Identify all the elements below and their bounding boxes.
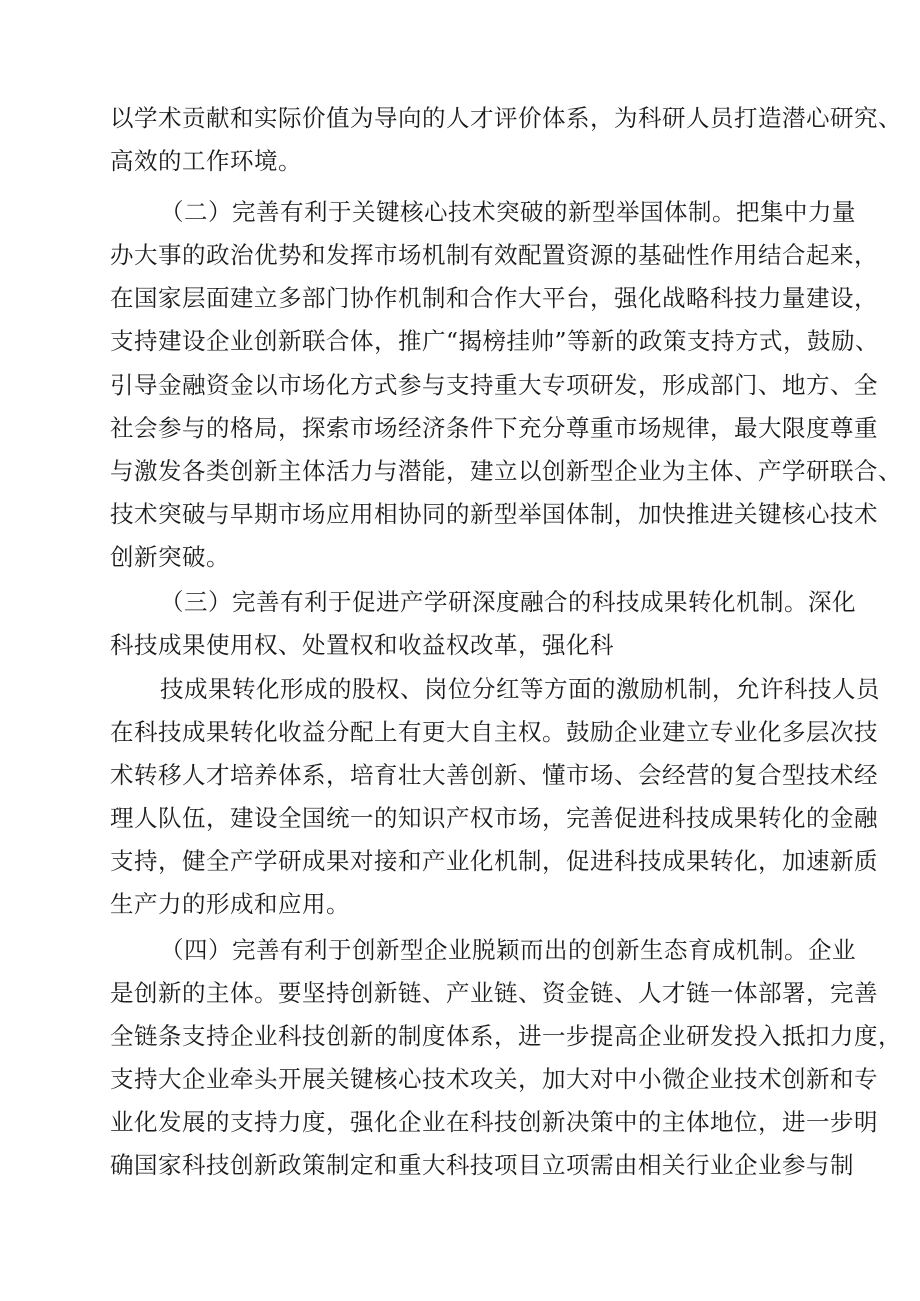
text-line: 术转移人才培养体系，培育壮大善创新、懂市场、会经营的复合型技术经 <box>110 761 878 789</box>
text-line: 科技成果使用权、处置权和收益权改革，强化科 <box>110 631 614 659</box>
text-line: 与激发各类创新主体活力与潜能，建立以创新型企业为主体、产学研联合、 <box>110 457 902 485</box>
text-line: 业化发展的支持力度，强化企业在科技创新决策中的主体地位，进一步明 <box>110 1108 878 1136</box>
text-line: 支持，健全产学研成果对接和产业化机制，促进科技成果转化，加速新质 <box>110 847 878 875</box>
text-line: 是创新的主体。要坚持创新链、产业链、资金链、人才链一体部署，完善 <box>110 979 878 1007</box>
text-line: 确国家科技创新政策制定和重大科技项目立项需由相关行业企业参与制 <box>110 1151 854 1179</box>
text-line: 高效的工作环境。 <box>110 147 302 175</box>
text-line: 生产力的形成和应用。 <box>110 890 350 918</box>
paragraph-heading-4: （四）完善有利于创新型企业脱颖而出的创新生态育成机制。企业 <box>160 936 856 964</box>
text-line: 社会参与的格局，探索市场经济条件下充分尊重市场规律，最大限度尊重 <box>110 414 878 442</box>
text-line: 以学术贡献和实际价值为导向的人才评价体系，为科研人员打造潜心研究、 <box>110 104 902 132</box>
text-line: 在国家层面建立多部门协作机制和合作大平台，强化战略科技力量建设， <box>110 284 878 312</box>
text-line: 在科技成果转化收益分配上有更大自主权。鼓励企业建立专业化多层次技 <box>110 718 878 746</box>
text-line: 全链条支持企业科技创新的制度体系，进一步提高企业研发投入抵扣力度， <box>110 1022 902 1050</box>
text-line: 办大事的政治优势和发挥市场机制有效配置资源的基础性作用结合起来， <box>110 241 878 269</box>
text-line: 支持建设企业创新联合体，推广“揭榜挂帅”等新的政策支持方式，鼓励、 <box>110 327 880 355</box>
text-line: 技成果转化形成的股权、岗位分红等方面的激励机制，允许科技人员 <box>160 675 880 703</box>
text-line: 创新突破。 <box>110 543 230 571</box>
text-line: 技术突破与早期市场应用相协同的新型举国体制，加快推进关键核心技术 <box>110 500 878 528</box>
paragraph-heading-3: （三）完善有利于促进产学研深度融合的科技成果转化机制。深化 <box>160 588 856 616</box>
paragraph-heading-2: （二）完善有利于关键核心技术突破的新型举国体制。把集中力量 <box>160 198 856 226</box>
text-line: 引导金融资金以市场化方式参与支持重大专项研发，形成部门、地方、全 <box>110 371 878 399</box>
text-line: 理人队伍，建设全国统一的知识产权市场，完善促进科技成果转化的金融 <box>110 804 878 832</box>
text-line: 支持大企业牵头开展关键核心技术攻关，加大对中小微企业技术创新和专 <box>110 1065 878 1093</box>
